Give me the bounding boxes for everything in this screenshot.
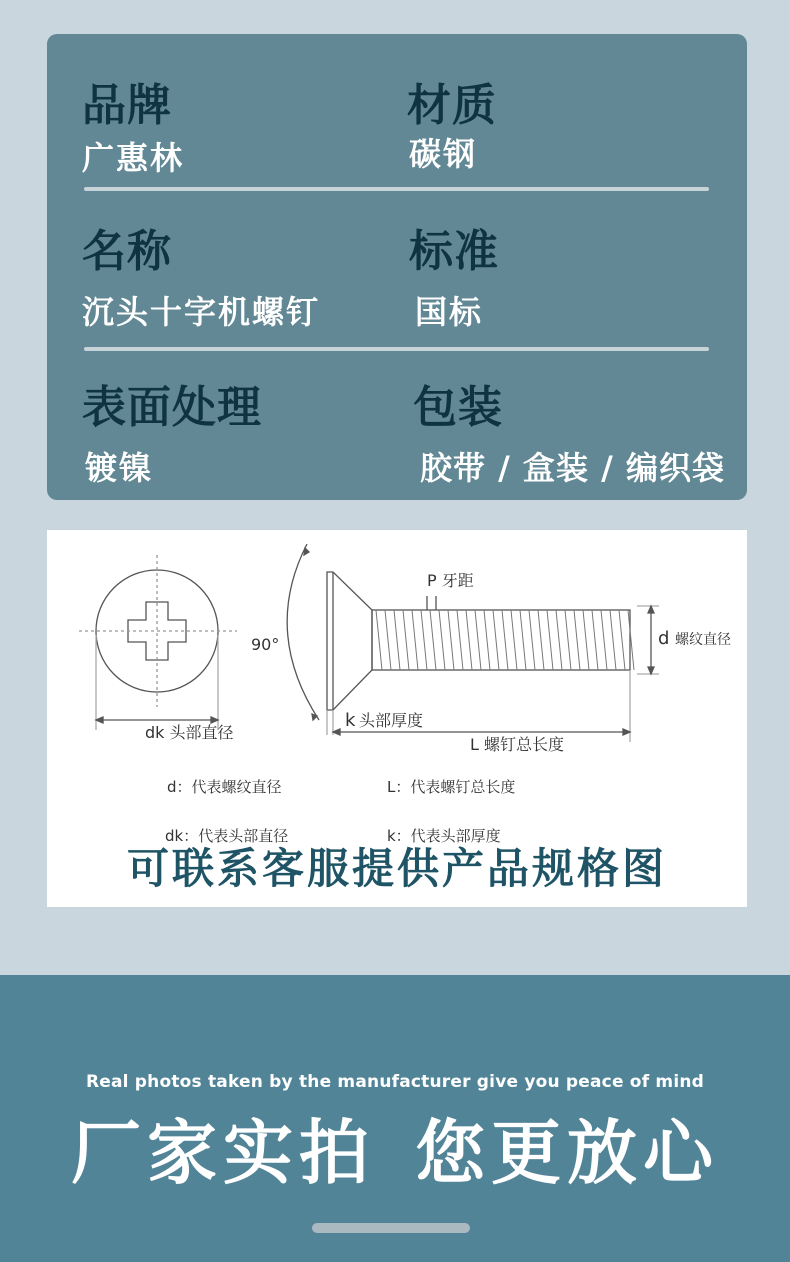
material-label: 材质 xyxy=(407,80,497,131)
thread-line xyxy=(394,610,400,670)
footer-title xyxy=(0,1112,790,1194)
angle-arc xyxy=(287,544,319,720)
k-desc: 头部厚度 xyxy=(359,711,424,730)
angle-label: 90° xyxy=(251,635,280,654)
thread-line xyxy=(403,610,409,670)
screw-diagram-panel xyxy=(47,530,747,907)
footer-banner xyxy=(0,975,790,1262)
packing-value: 胶带 / 盒装 / 编织袋 xyxy=(420,449,725,487)
thread-line xyxy=(610,610,616,670)
spec-divider-2 xyxy=(84,347,709,351)
thread-line xyxy=(619,610,625,670)
thread-line xyxy=(430,610,436,670)
footer-title-left: 厂家实拍 xyxy=(71,1112,375,1194)
thread-line xyxy=(529,610,535,670)
standard-value: 国标 xyxy=(415,293,484,331)
surface-label: 表面处理 xyxy=(82,382,262,433)
footer-title-right: 您更放心 xyxy=(415,1112,719,1194)
thread-line xyxy=(592,610,598,670)
screw-threads xyxy=(376,610,634,670)
k-label: k xyxy=(345,710,356,731)
surface-value: 镀镍 xyxy=(85,449,154,487)
footer-english-tagline: Real photos taken by the manufacturer give you peace of mind xyxy=(85,1072,705,1092)
screw-head xyxy=(327,572,372,710)
thread-line xyxy=(520,610,526,670)
length-label: L 螺钉总长度 xyxy=(470,735,565,754)
thread-line xyxy=(601,610,607,670)
d-label: d xyxy=(658,628,670,649)
thread-line xyxy=(475,610,481,670)
thread-line xyxy=(556,610,562,670)
thread-line xyxy=(502,610,508,670)
thread-line xyxy=(385,610,391,670)
legend-d: d：代表螺纹直径 xyxy=(167,778,282,796)
scroll-indicator xyxy=(312,1223,470,1233)
thread-line xyxy=(484,610,490,670)
thread-line xyxy=(439,610,445,670)
contact-banner: 可联系客服提供产品规格图 xyxy=(126,844,667,893)
thread-line xyxy=(448,610,454,670)
thread-line xyxy=(538,610,544,670)
name-value: 沉头十字机螺钉 xyxy=(82,293,321,331)
standard-label: 标准 xyxy=(409,226,499,277)
thread-line xyxy=(466,610,472,670)
spec-divider-1 xyxy=(84,187,709,191)
thread-line xyxy=(574,610,580,670)
material-value: 碳钢 xyxy=(409,135,478,173)
thread-line xyxy=(421,610,427,670)
spec-card xyxy=(47,34,747,500)
thread-line xyxy=(457,610,463,670)
thread-line xyxy=(547,610,553,670)
brand-label: 品牌 xyxy=(82,80,172,131)
legend-k: k：代表头部厚度 xyxy=(387,827,501,845)
legend-dk: dk：代表头部直径 xyxy=(165,827,289,845)
thread-line xyxy=(565,610,571,670)
thread-line xyxy=(511,610,517,670)
brand-value: 广惠林 xyxy=(82,139,185,177)
screw-shank xyxy=(372,610,630,670)
name-label: 名称 xyxy=(82,226,172,277)
thread-line xyxy=(412,610,418,670)
packing-label: 包装 xyxy=(413,382,503,433)
thread-line xyxy=(583,610,589,670)
legend-L: L：代表螺钉总长度 xyxy=(387,778,516,796)
pitch-label: P 牙距 xyxy=(427,571,474,590)
thread-line xyxy=(376,610,382,670)
thread-line xyxy=(628,610,634,670)
thread-line xyxy=(493,610,499,670)
dk-label: dk 头部直径 xyxy=(145,723,234,742)
d-desc: 螺纹直径 xyxy=(675,632,731,648)
